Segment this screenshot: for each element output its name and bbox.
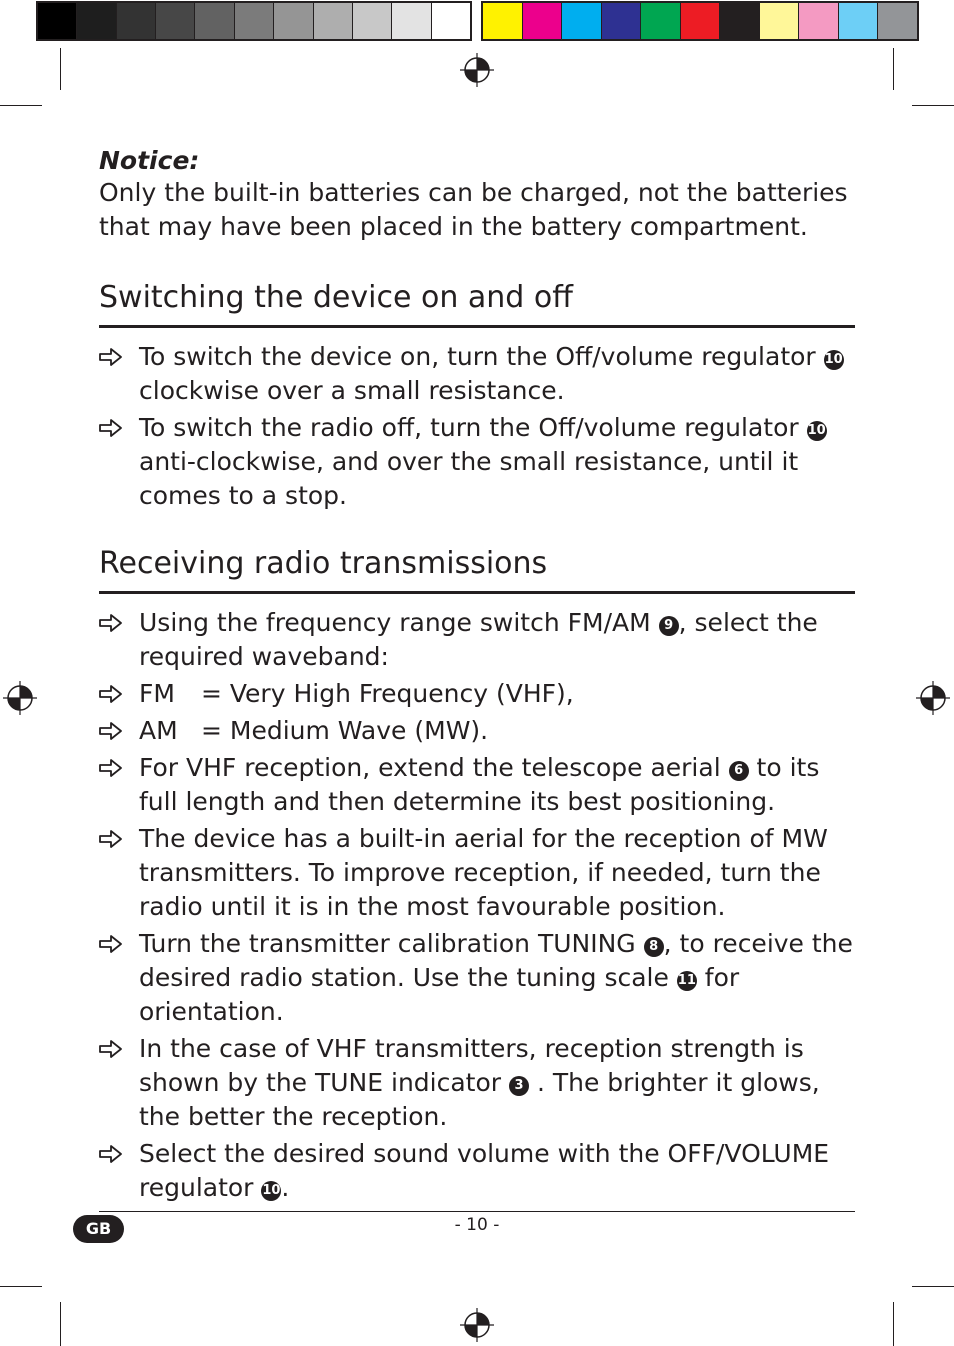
part-number-badge: 10 bbox=[807, 421, 827, 441]
part-number-badge: 11 bbox=[677, 971, 697, 991]
part-number-badge: 10 bbox=[824, 350, 844, 370]
item-text: for orientation. bbox=[139, 963, 740, 1026]
process-color-bar bbox=[481, 1, 919, 41]
gray-swatch bbox=[235, 3, 274, 39]
color-swatch bbox=[760, 3, 800, 39]
part-number-badge: 8 bbox=[644, 937, 664, 957]
item-text: , to receive the desired radio station. Use the tuning scale bbox=[139, 929, 853, 992]
crop-mark-top-right-v bbox=[893, 48, 894, 90]
crop-mark-bottom-right-h bbox=[912, 1286, 954, 1287]
registration-mark-left-icon bbox=[3, 681, 37, 715]
list-item bbox=[99, 606, 855, 674]
color-swatch bbox=[681, 3, 721, 39]
color-swatch bbox=[720, 3, 760, 39]
gray-swatch bbox=[38, 3, 77, 39]
notice-title: Notice: bbox=[99, 146, 200, 175]
crop-mark-top-right-h bbox=[912, 105, 954, 106]
item-text: = Medium Wave (MW). bbox=[201, 716, 489, 745]
part-number-badge: 10 bbox=[261, 1181, 281, 1201]
item-text: Turn the transmitter calibration TUNING bbox=[139, 929, 644, 958]
radio-instructions bbox=[99, 606, 855, 1205]
gray-swatch bbox=[274, 3, 313, 39]
list-item bbox=[99, 927, 855, 1029]
item-text: To switch the device on, turn the Off/volume regulator bbox=[139, 342, 824, 371]
gray-swatch bbox=[314, 3, 353, 39]
on-off-instructions bbox=[99, 340, 855, 513]
registration-mark-right-icon bbox=[916, 681, 950, 715]
list-item bbox=[99, 714, 855, 748]
list-item bbox=[99, 340, 855, 408]
item-text: = Very High Frequency (VHF), bbox=[201, 679, 574, 708]
item-text: , select the required waveband: bbox=[139, 608, 818, 671]
registration-mark-bottom-icon bbox=[460, 1308, 494, 1342]
arrow-right-icon bbox=[99, 614, 123, 632]
list-item bbox=[99, 677, 855, 711]
country-badge: GB bbox=[73, 1215, 124, 1243]
arrow-right-icon bbox=[99, 419, 123, 437]
crop-mark-bottom-left-v bbox=[60, 1302, 61, 1346]
arrow-right-icon bbox=[99, 759, 123, 777]
list-item bbox=[99, 751, 855, 819]
item-text: For VHF reception, extend the telescope aerial bbox=[139, 753, 729, 782]
section-heading-on-off: Switching the device on and off bbox=[99, 279, 855, 328]
arrow-right-icon bbox=[99, 685, 123, 703]
part-number-badge: 9 bbox=[659, 616, 679, 636]
part-number-badge: 3 bbox=[509, 1076, 529, 1096]
crop-mark-top-left-v bbox=[60, 48, 61, 90]
crop-mark-top-left-h bbox=[0, 105, 42, 106]
color-swatch bbox=[799, 3, 839, 39]
gray-swatch bbox=[392, 3, 431, 39]
footer-rule bbox=[99, 1211, 855, 1212]
crop-mark-bottom-left-h bbox=[0, 1286, 42, 1287]
item-text: clockwise over a small resistance. bbox=[139, 376, 565, 405]
band-label: FM bbox=[139, 679, 175, 708]
color-swatch bbox=[562, 3, 602, 39]
item-text: to its full length and then determine its best positioning. bbox=[139, 753, 820, 816]
color-swatch bbox=[839, 3, 879, 39]
part-number-badge: 6 bbox=[729, 761, 749, 781]
item-text: . bbox=[281, 1173, 290, 1202]
section-heading-radio: Receiving radio transmissions bbox=[99, 545, 855, 594]
grayscale-color-bar bbox=[36, 1, 472, 41]
item-text: anti-clockwise, and over the small resistance, until it comes to a stop. bbox=[139, 447, 799, 510]
item-text: In the case of VHF transmitters, reception strength is shown by the TUNE indicator bbox=[139, 1034, 804, 1097]
gray-swatch bbox=[195, 3, 234, 39]
arrow-right-icon bbox=[99, 722, 123, 740]
color-swatch bbox=[602, 3, 642, 39]
gray-swatch bbox=[432, 3, 470, 39]
arrow-right-icon bbox=[99, 830, 123, 848]
band-label: AM bbox=[139, 716, 178, 745]
color-swatch bbox=[523, 3, 563, 39]
item-text: Select the desired sound volume with the OFF/VOLUME regulator bbox=[139, 1139, 830, 1202]
item-text: The device has a built-in aerial for the reception of MW transmitters. To improve reception, if needed, turn the radio until it is in the most favourable position. bbox=[139, 824, 828, 921]
color-swatch bbox=[878, 3, 917, 39]
item-text: To switch the radio off, turn the Off/volume regulator bbox=[139, 413, 807, 442]
gray-swatch bbox=[156, 3, 195, 39]
page-content bbox=[99, 146, 855, 1208]
color-swatch bbox=[641, 3, 681, 39]
arrow-right-icon bbox=[99, 348, 123, 366]
item-text: . The brighter it glows, the better the reception. bbox=[139, 1068, 820, 1131]
item-text: Using the frequency range switch FM/AM bbox=[139, 608, 659, 637]
color-swatch bbox=[483, 3, 523, 39]
gray-swatch bbox=[353, 3, 392, 39]
arrow-right-icon bbox=[99, 1145, 123, 1163]
arrow-right-icon bbox=[99, 935, 123, 953]
list-item bbox=[99, 822, 855, 924]
registration-mark-top-icon bbox=[460, 53, 494, 87]
list-item bbox=[99, 411, 855, 513]
arrow-right-icon bbox=[99, 1040, 123, 1058]
list-item bbox=[99, 1137, 855, 1205]
gray-swatch bbox=[77, 3, 116, 39]
page-number: - 10 - bbox=[454, 1215, 500, 1235]
gray-swatch bbox=[117, 3, 156, 39]
notice-text: Only the built-in batteries can be charged, not the batteries that may have been placed in the battery compartment. bbox=[99, 178, 848, 241]
list-item bbox=[99, 1032, 855, 1134]
crop-mark-bottom-right-v bbox=[893, 1302, 894, 1346]
